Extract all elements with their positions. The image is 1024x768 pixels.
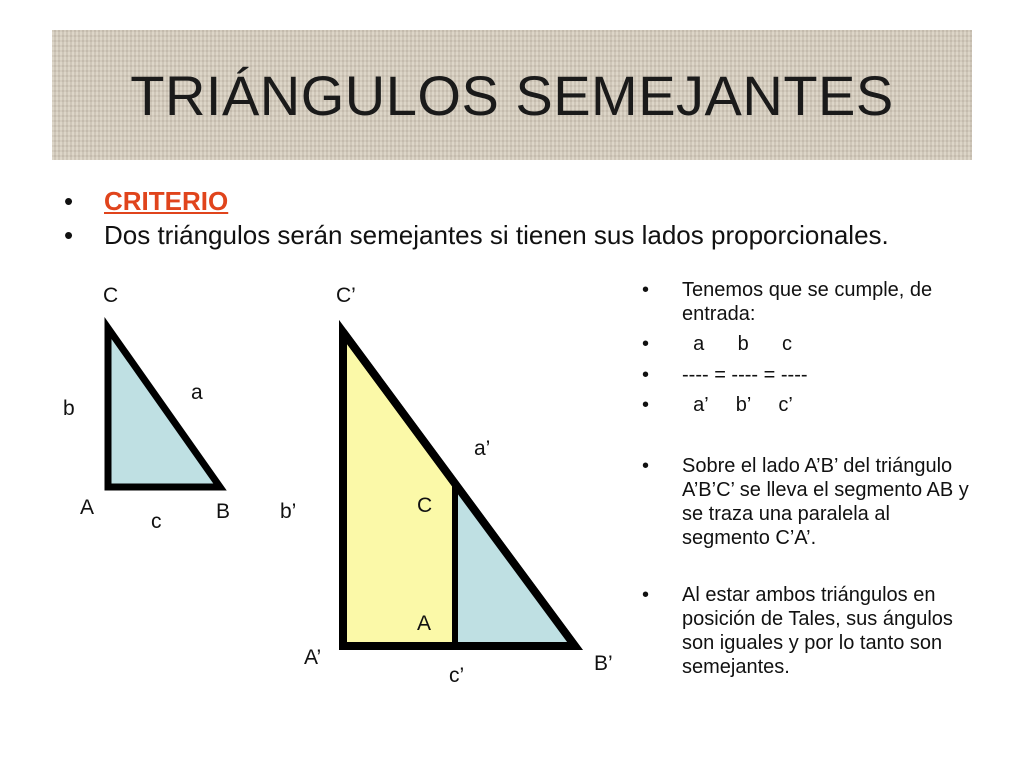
bullet-dot: • <box>642 394 650 416</box>
label-side-a-prime: a’ <box>474 437 491 460</box>
label-vertex-b-prime: B’ <box>594 652 613 675</box>
bullet-dot: • <box>642 584 650 606</box>
slide-title: TRIÁNGULOS SEMEJANTES <box>130 64 894 127</box>
bullet-dot: • <box>64 186 74 216</box>
label-vertex-a-prime: A’ <box>304 646 322 669</box>
bullet-dot: • <box>642 364 650 386</box>
label-inner-a: A <box>417 612 432 635</box>
side-intro-text: Tenemos que se cumple, de entrada: <box>682 279 933 325</box>
bullet-dot: • <box>642 279 650 301</box>
criterio-heading: CRITERIO <box>104 186 229 216</box>
side-construction-text: Sobre el lado A’B’ del triángulo A’B’C’ se lleva el segmento AB y se traza una paralela al segmento C’A’. <box>682 455 969 549</box>
label-side-c: c <box>151 510 162 533</box>
label-side-c-prime: c’ <box>449 664 465 687</box>
side-conclusion-text: Al estar ambos triángulos en posición de Tales, sus ángulos son iguales y por lo tanto son semejantes. <box>682 584 953 678</box>
label-vertex-c: C <box>103 284 119 307</box>
bullet-dot: • <box>642 333 650 355</box>
label-vertex-b: B <box>216 500 231 523</box>
bullet-dot: • <box>64 220 74 250</box>
ratio-bars: ---- = ---- = ---- <box>682 364 808 386</box>
small-triangle <box>108 328 220 487</box>
label-vertex-a: A <box>80 496 95 519</box>
label-vertex-c-prime: C’ <box>336 284 356 307</box>
label-side-b: b <box>63 397 75 420</box>
definition-text: Dos triángulos serán semejantes si tienen sus lados proporcionales. <box>104 220 889 250</box>
label-inner-c: C <box>417 494 433 517</box>
label-side-b-prime: b’ <box>280 500 297 523</box>
ratio-denominators: a’ b’ c’ <box>682 394 793 416</box>
ratio-numerators: a b c <box>682 333 793 355</box>
label-side-a: a <box>191 381 203 404</box>
bullet-dot: • <box>642 455 650 477</box>
